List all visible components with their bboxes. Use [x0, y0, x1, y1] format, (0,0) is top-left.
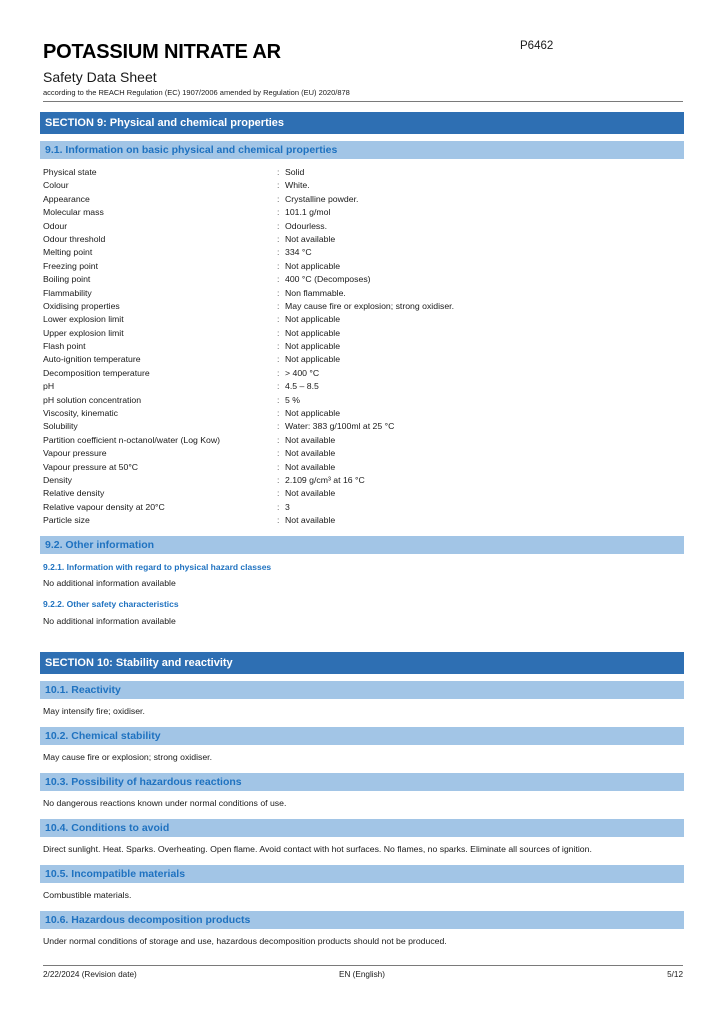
subsection-10-1-header: 10.1. Reactivity: [40, 681, 684, 699]
property-separator: :: [277, 448, 280, 459]
property-row: [43, 353, 683, 366]
property-row: [43, 501, 683, 514]
property-separator: :: [277, 300, 280, 311]
property-separator: :: [277, 274, 280, 285]
subsection-10-6-header: 10.6. Hazardous decomposition products: [40, 911, 684, 929]
subsection-9-2-header: 9.2. Other information: [40, 536, 684, 554]
subsection-10-5-header: 10.5. Incompatible materials: [40, 865, 684, 883]
subsection-10-2-header: 10.2. Chemical stability: [40, 727, 684, 745]
subsection-9-2-1-text: No additional information available: [43, 578, 176, 588]
property-separator: :: [277, 180, 280, 191]
property-row: [43, 447, 683, 460]
property-row: [43, 206, 683, 219]
property-label: Solubility: [43, 421, 78, 432]
property-value: Not available: [285, 233, 336, 244]
property-value: 4.5 – 8.5: [285, 381, 319, 392]
section-10-header: SECTION 10: Stability and reactivity: [40, 652, 684, 674]
property-separator: :: [277, 394, 280, 405]
subsection-10-3-header: 10.3. Possibility of hazardous reactions: [40, 773, 684, 791]
property-value: Water: 383 g/100ml at 25 °C: [285, 421, 395, 432]
properties-table: [43, 166, 683, 528]
product-code: P6462: [520, 40, 554, 52]
property-separator: :: [277, 354, 280, 365]
property-value: Odourless.: [285, 220, 328, 231]
property-label: Partition coefficient n-octanol/water (Log Kow): [43, 434, 221, 445]
property-label: pH: [43, 381, 55, 392]
property-label: Flash point: [43, 341, 86, 352]
property-label: Melting point: [43, 247, 93, 258]
property-label: Oxidising properties: [43, 300, 120, 311]
property-row: [43, 461, 683, 474]
property-separator: :: [277, 474, 280, 485]
property-label: Boiling point: [43, 274, 91, 285]
property-row: [43, 246, 683, 259]
property-value: Non flammable.: [285, 287, 346, 298]
property-label: pH solution concentration: [43, 394, 142, 405]
property-label: Relative vapour density at 20°C: [43, 501, 165, 512]
subsection-10-6-text: Under normal conditions of storage and use, hazardous decomposition products should not be produced.: [43, 936, 447, 946]
property-separator: :: [277, 233, 280, 244]
document-title: POTASSIUM NITRATE AR: [43, 41, 281, 63]
property-separator: :: [277, 287, 280, 298]
property-label: Lower explosion limit: [43, 314, 124, 325]
property-value: Not available: [285, 434, 336, 445]
property-label: Appearance: [43, 193, 90, 204]
property-separator: :: [277, 421, 280, 432]
property-label: Decomposition temperature: [43, 367, 150, 378]
subsection-10-2-text: May cause fire or explosion; strong oxidiser.: [43, 752, 213, 762]
subsection-10-3-text: No dangerous reactions known under normal conditions of use.: [43, 798, 287, 808]
subsection-10-1-text: May intensify fire; oxidiser.: [43, 706, 145, 716]
property-row: [43, 166, 683, 179]
property-value: 334 °C: [285, 247, 312, 258]
property-separator: :: [277, 434, 280, 445]
property-label: Auto-ignition temperature: [43, 354, 141, 365]
property-row: [43, 313, 683, 326]
property-value: Solid: [285, 167, 305, 177]
property-separator: :: [277, 314, 280, 325]
property-label: Physical state: [43, 167, 97, 177]
property-value: Crystalline powder.: [285, 193, 359, 204]
subsection-9-2-1-title: 9.2.1. Information with regard to physical hazard classes: [43, 562, 272, 572]
property-separator: :: [277, 461, 280, 472]
property-row: [43, 220, 683, 233]
property-row: [43, 327, 683, 340]
property-row: [43, 300, 683, 313]
property-value: White.: [285, 180, 310, 191]
property-label: Upper explosion limit: [43, 327, 124, 338]
property-row: [43, 340, 683, 353]
property-separator: :: [277, 408, 280, 419]
footer-language: EN (English): [339, 970, 385, 979]
property-value: Not applicable: [285, 260, 341, 271]
property-row: [43, 287, 683, 300]
property-separator: :: [277, 488, 280, 499]
property-row: [43, 380, 683, 393]
property-label: Flammability: [43, 287, 92, 298]
property-label: Density: [43, 474, 72, 485]
property-row: [43, 514, 683, 527]
property-separator: :: [277, 341, 280, 352]
property-label: Molecular mass: [43, 207, 104, 218]
subsection-10-5-text: Combustible materials.: [43, 890, 132, 900]
property-row: [43, 260, 683, 273]
property-value: Not applicable: [285, 354, 341, 365]
footer-page-number: 5/12: [667, 970, 683, 979]
property-value: May cause fire or explosion; strong oxidiser.: [285, 300, 455, 311]
property-label: Particle size: [43, 515, 90, 526]
property-value: 3: [285, 501, 290, 512]
property-label: Odour: [43, 220, 68, 231]
subsection-10-4-text: Direct sunlight. Heat. Sparks. Overheating. Open flame. Avoid contact with hot surfaces. No flames, no sparks. Eliminate all sources of ignition.: [43, 844, 592, 854]
property-value: Not available: [285, 448, 336, 459]
section-9-header: SECTION 9: Physical and chemical properties: [40, 112, 684, 134]
property-row: [43, 273, 683, 286]
property-row: [43, 367, 683, 380]
subsection-9-1-header: 9.1. Information on basic physical and chemical properties: [40, 141, 684, 159]
property-value: 400 °C (Decomposes): [285, 274, 371, 285]
subsection-10-4-header: 10.4. Conditions to avoid: [40, 819, 684, 837]
document-subtitle: Safety Data Sheet: [43, 69, 157, 85]
header-divider: [43, 101, 683, 102]
property-row: [43, 179, 683, 192]
property-value: Not available: [285, 515, 336, 526]
property-separator: :: [277, 193, 280, 204]
property-separator: :: [277, 207, 280, 218]
property-value: 101.1 g/mol: [285, 207, 331, 218]
property-label: Freezing point: [43, 260, 99, 271]
subsection-9-2-2-title: 9.2.2. Other safety characteristics: [43, 599, 179, 609]
property-label: Odour threshold: [43, 233, 106, 244]
property-separator: :: [277, 220, 280, 231]
property-separator: :: [277, 167, 280, 177]
property-value: Not applicable: [285, 408, 341, 419]
property-label: Colour: [43, 180, 69, 191]
property-value: Not available: [285, 488, 336, 499]
subsection-9-2-2-text: No additional information available: [43, 616, 176, 626]
property-separator: :: [277, 327, 280, 338]
property-row: [43, 434, 683, 447]
property-separator: :: [277, 367, 280, 378]
property-value: 2.109 g/cm³ at 16 °C: [285, 474, 365, 485]
property-label: Vapour pressure: [43, 448, 107, 459]
property-row: [43, 233, 683, 246]
property-separator: :: [277, 247, 280, 258]
property-row: [43, 487, 683, 500]
footer-divider: [43, 965, 683, 966]
property-label: Vapour pressure at 50°C: [43, 461, 139, 472]
property-value: 5 %: [285, 394, 300, 405]
footer-revision-date: 2/22/2024 (Revision date): [43, 970, 137, 979]
regulation-note: according to the REACH Regulation (EC) 1907/2006 amended by Regulation (EU) 2020/878: [43, 88, 350, 97]
property-row: [43, 193, 683, 206]
property-label: Relative density: [43, 488, 105, 499]
property-separator: :: [277, 381, 280, 392]
property-row: [43, 394, 683, 407]
property-value: Not available: [285, 461, 336, 472]
property-row: [43, 420, 683, 433]
property-separator: :: [277, 515, 280, 526]
property-value: Not applicable: [285, 314, 341, 325]
property-row: [43, 407, 683, 420]
property-row: [43, 474, 683, 487]
property-separator: :: [277, 501, 280, 512]
property-label: Viscosity, kinematic: [43, 408, 118, 419]
property-value: > 400 °C: [285, 367, 320, 378]
property-separator: :: [277, 260, 280, 271]
property-value: Not applicable: [285, 341, 341, 352]
property-value: Not applicable: [285, 327, 341, 338]
